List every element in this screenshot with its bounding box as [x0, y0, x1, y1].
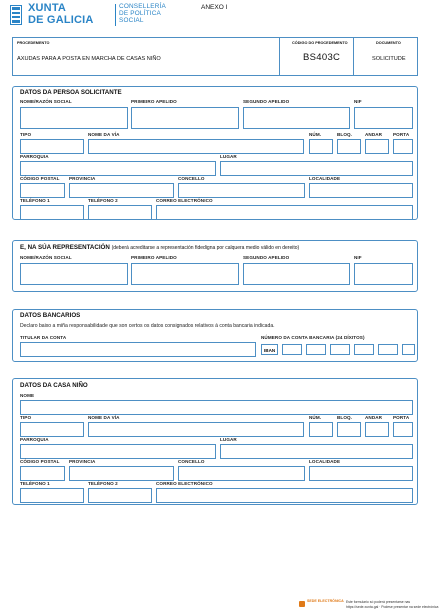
applicant-surname2-label: SEGUNDO APELIDO	[243, 99, 290, 104]
house-door-label: PORTA	[393, 415, 410, 420]
house-block-label: BLOQ.	[337, 415, 353, 420]
bank-account-field-4[interactable]	[354, 344, 374, 355]
applicant-locality-field[interactable]	[309, 183, 413, 198]
rep-name-field[interactable]	[20, 263, 128, 285]
applicant-postcode-label: CÓDIGO POSTAL	[20, 176, 60, 181]
house-door-field[interactable]	[393, 422, 413, 437]
house-type-label: TIPO	[20, 415, 32, 420]
representative-title: E, NA SÚA REPRESENTACIÓN	[20, 244, 110, 251]
applicant-block-field[interactable]	[337, 139, 361, 154]
brand-line-1: XUNTA	[28, 2, 67, 14]
document-label: DOCUMENTO	[376, 41, 401, 45]
applicant-nif-label: NIF	[354, 99, 362, 104]
house-phone2-field[interactable]	[88, 488, 152, 503]
procedure-divider	[279, 38, 280, 75]
footer-note	[346, 600, 438, 609]
rep-surname2-label: SEGUNDO APELIDO	[243, 255, 290, 260]
footer-note-line1: Este formulario só poderá presentarse nas	[346, 600, 411, 604]
applicant-postcode-field[interactable]	[20, 183, 65, 198]
applicant-phone2-label: TELÉFONO 2	[88, 198, 118, 203]
house-parish-field[interactable]	[20, 444, 216, 459]
applicant-surname1-field[interactable]	[131, 107, 239, 129]
bank-account-field-5[interactable]	[378, 344, 398, 355]
brand-separator	[115, 4, 116, 26]
applicant-email-field[interactable]	[156, 205, 413, 220]
applicant-parish-label: PARROQUIA	[20, 154, 49, 159]
house-postcode-field[interactable]	[20, 466, 65, 481]
applicant-surname2-field[interactable]	[243, 107, 350, 129]
house-block-field[interactable]	[337, 422, 361, 437]
brand-line-2: DE GALICIA	[28, 13, 94, 26]
applicant-number-field[interactable]	[309, 139, 333, 154]
rep-nif-field[interactable]	[354, 263, 413, 285]
document-value: SOLICITUDE	[372, 56, 406, 62]
house-phone2-label: TELÉFONO 2	[88, 481, 118, 486]
applicant-place-field[interactable]	[220, 161, 413, 176]
rep-surname1-field[interactable]	[131, 263, 239, 285]
applicant-number-label: NÚM.	[309, 132, 322, 137]
house-province-label: PROVINCIA	[69, 459, 96, 464]
house-council-label: CONCELLO	[178, 459, 205, 464]
applicant-email-label: CORREO ELECTRÓNICO	[156, 198, 213, 203]
bank-holder-label: TITULAR DA CONTA	[20, 335, 67, 340]
house-place-label: LUGAR	[220, 437, 237, 442]
applicant-name-field[interactable]	[20, 107, 128, 129]
department-name	[119, 3, 166, 24]
applicant-phone1-label: TELÉFONO 1	[20, 198, 50, 203]
applicant-street-label: NOME DA VÍA	[88, 132, 120, 137]
footer-note-line2: https://sede.xunta.gal · Podese presentar na sede electrónica	[346, 604, 439, 609]
rep-surname2-field[interactable]	[243, 263, 350, 285]
applicant-phone2-field[interactable]	[88, 205, 152, 220]
house-section	[12, 378, 418, 505]
house-locality-label: LOCALIDADE	[309, 459, 341, 464]
dept-line-3: SOCIAL	[119, 17, 144, 25]
applicant-council-label: CONCELLO	[178, 176, 205, 181]
house-street-field[interactable]	[88, 422, 304, 437]
brand-name	[28, 3, 94, 26]
sede-logo-icon	[299, 601, 305, 607]
house-postcode-label: CÓDIGO POSTAL	[20, 459, 60, 464]
dept-line-2: DE POLÍTICA	[119, 10, 161, 18]
house-number-label: NÚM.	[309, 415, 322, 420]
applicant-street-field[interactable]	[88, 139, 304, 154]
house-section-title: DATOS DA CASA NIÑO	[20, 382, 88, 389]
representative-section-title	[20, 245, 299, 251]
bank-statement: Declaro baixo a miña responsabilidade que son certos os datos consignados relativos á conta bancaria indicada.	[20, 323, 275, 329]
procedure-box	[12, 37, 418, 76]
procedure-code-value: BS403C	[303, 52, 341, 63]
bank-account-field-3[interactable]	[330, 344, 350, 355]
xunta-logo-icon	[10, 5, 22, 25]
applicant-block-label: BLOQ.	[337, 132, 353, 137]
house-email-field[interactable]	[156, 488, 413, 503]
house-council-field[interactable]	[178, 466, 305, 481]
applicant-province-field[interactable]	[69, 183, 174, 198]
applicant-phone1-field[interactable]	[20, 205, 84, 220]
procedure-label: PROCEDEMENTO	[17, 41, 50, 45]
house-street-label: NOME DA VÍA	[88, 415, 120, 420]
procedure-value: AXUDAS PARA A POSTA EN MARCHA DE CASAS NIÑO	[17, 56, 161, 62]
applicant-door-field[interactable]	[393, 139, 413, 154]
applicant-door-label: PORTA	[393, 132, 410, 137]
footer-sede-label: SEDE ELECTRÓNICA	[307, 599, 344, 603]
bank-account-field-6[interactable]	[402, 344, 415, 355]
applicant-locality-label: LOCALIDADE	[309, 176, 341, 181]
house-province-field[interactable]	[69, 466, 174, 481]
bank-account-field-1[interactable]	[282, 344, 302, 355]
applicant-place-label: LUGAR	[220, 154, 237, 159]
house-parish-label: PARROQUIA	[20, 437, 49, 442]
house-number-field[interactable]	[309, 422, 333, 437]
house-place-field[interactable]	[220, 444, 413, 459]
applicant-province-label: PROVINCIA	[69, 176, 96, 181]
house-email-label: CORREO ELECTRÓNICO	[156, 481, 213, 486]
applicant-floor-label: ANDAR	[365, 132, 383, 137]
applicant-type-field[interactable]	[20, 139, 84, 154]
applicant-council-field[interactable]	[178, 183, 305, 198]
bank-iban-prefix: IBAN	[261, 344, 278, 355]
house-phone1-label: TELÉFONO 1	[20, 481, 50, 486]
applicant-nif-field[interactable]	[354, 107, 413, 129]
house-name-field[interactable]	[20, 400, 413, 415]
procedure-code-label: CÓDIGO DO PROCEDEMENTO	[292, 41, 348, 45]
house-type-field[interactable]	[20, 422, 84, 437]
bank-section-title: DATOS BANCARIOS	[20, 312, 81, 319]
house-floor-field[interactable]	[365, 422, 389, 437]
applicant-name-label: NOME/RAZÓN SOCIAL	[20, 99, 72, 104]
bank-account-label: NÚMERO DA CONTA BANCARIA (24 DÍXITOS)	[261, 335, 365, 340]
bank-account-field-2[interactable]	[306, 344, 326, 355]
house-locality-field[interactable]	[309, 466, 413, 481]
annex-label: ANEXO I	[201, 4, 228, 11]
applicant-section-title: DATOS DA PERSOA SOLICITANTE	[20, 89, 122, 96]
house-phone1-field[interactable]	[20, 488, 84, 503]
rep-nif-label: NIF	[354, 255, 362, 260]
applicant-type-label: TIPO	[20, 132, 32, 137]
applicant-parish-field[interactable]	[20, 161, 216, 176]
bank-holder-field[interactable]	[20, 342, 256, 357]
rep-name-label: NOME/RAZÓN SOCIAL	[20, 255, 72, 260]
house-name-label: NOME	[20, 393, 35, 398]
representative-note: (deberá acreditarse a representación fidedigna por calquera medio válido en dereito)	[111, 245, 300, 251]
dept-line-1: CONSELLERÍA	[119, 3, 166, 10]
procedure-divider	[353, 38, 354, 75]
rep-surname1-label: PRIMEIRO APELIDO	[131, 255, 177, 260]
house-floor-label: ANDAR	[365, 415, 383, 420]
applicant-surname1-label: PRIMEIRO APELIDO	[131, 99, 177, 104]
applicant-floor-field[interactable]	[365, 139, 389, 154]
